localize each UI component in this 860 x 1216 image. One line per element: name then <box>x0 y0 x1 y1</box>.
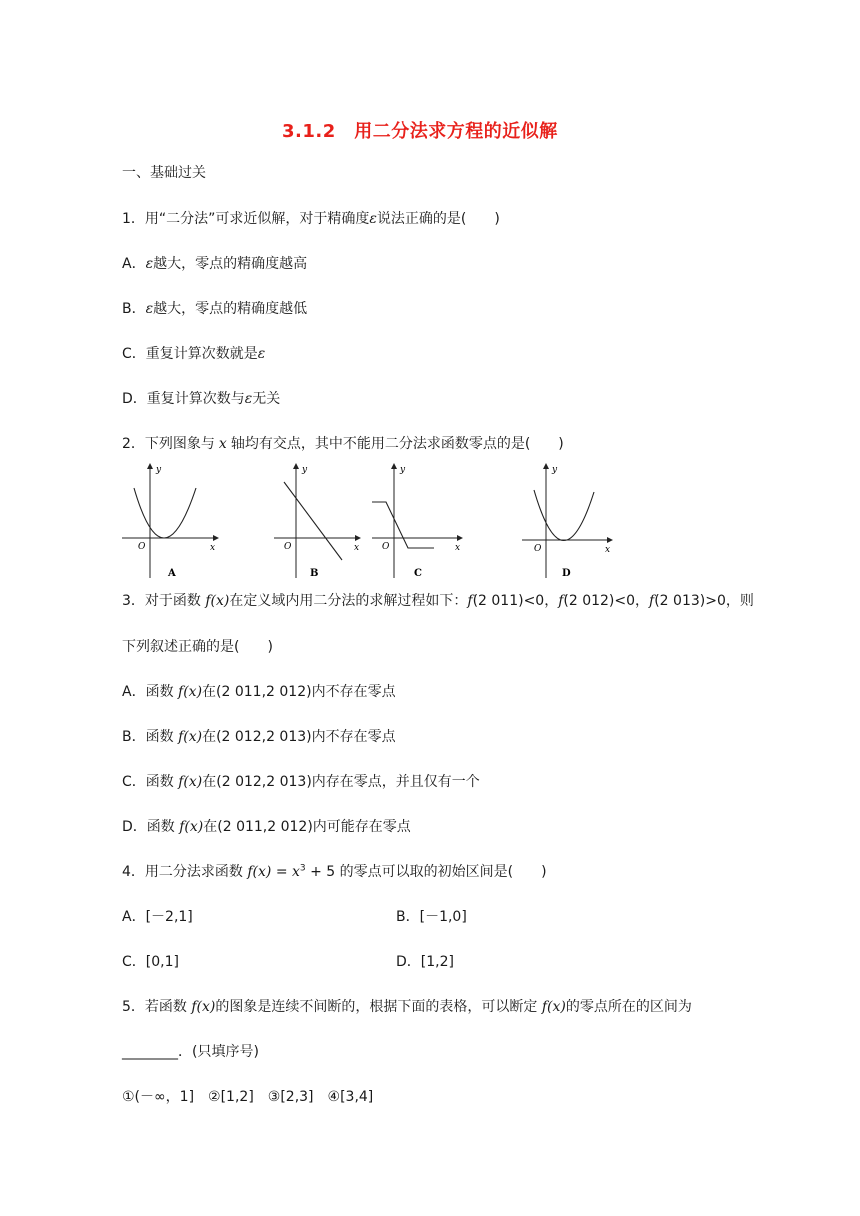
q1-b-text: 越大，零点的精确度越低 <box>153 301 308 317</box>
q3-option-b <box>122 728 396 746</box>
q1-a-label: A． <box>122 256 146 272</box>
y-label: y <box>400 465 406 475</box>
q1-b-label: B． <box>122 301 146 317</box>
question-3-stem <box>122 592 754 610</box>
q3-d-label: D．函数 <box>122 819 180 835</box>
q3-f3: f <box>649 593 655 609</box>
x-label: x <box>605 545 611 555</box>
graph-a <box>118 460 228 582</box>
q4-fx: f(x) <box>247 864 272 880</box>
q1-a-eps: ε <box>145 256 154 272</box>
q4-option-d: D．[1,2] <box>396 954 454 970</box>
q5-s2: 的图象是连续不间断的，根据下面的表格，可以断定 <box>215 999 542 1015</box>
q5-answer-blank: ________ <box>122 1044 178 1060</box>
q1-a-text: 越大，零点的精确度越高 <box>153 256 308 272</box>
q3-b-label: B．函数 <box>122 729 179 745</box>
q5-s1: 5．若函数 <box>122 999 192 1015</box>
q1-c-eps: ε <box>257 346 266 362</box>
q5-s4: ．(只填序号) <box>178 1044 259 1060</box>
q4-eq: = <box>271 864 293 880</box>
x-label: x <box>455 543 461 553</box>
q3-b-text: 在(2 012,2 013)内不存在零点 <box>202 729 396 745</box>
y-label: y <box>302 465 308 475</box>
y-label: y <box>156 465 162 475</box>
curve <box>534 490 594 541</box>
section-heading: 一、基础过关 <box>122 165 206 181</box>
q1-option-b <box>122 300 307 318</box>
question-4-stem <box>122 863 547 881</box>
q3-d-fx: f(x) <box>179 819 204 835</box>
q4-option-c: C．[0,1] <box>122 954 179 970</box>
q1-eps: ε <box>369 211 377 227</box>
q3-option-c <box>122 773 480 791</box>
q3-v2: (2 012)<0， <box>563 593 650 609</box>
origin-label: O <box>284 542 292 552</box>
q4-x: x <box>292 864 300 880</box>
q3-c-text: 在(2 012,2 013)内存在零点，并且仅有一个 <box>202 774 480 790</box>
x-label: x <box>354 543 360 553</box>
graph-c <box>368 460 468 582</box>
q1-option-a <box>122 255 307 273</box>
q3-d-text: 在(2 011,2 012)内可能存在零点 <box>203 819 411 835</box>
question-3-line2: 下列叙述正确的是( ) <box>122 639 273 655</box>
q1-stem-a: 1．用“二分法”可求近似解，对于精确度 <box>122 211 370 227</box>
q5-s3: 的零点所在的区间为 <box>565 999 692 1015</box>
q3-a-label: A．函数 <box>122 684 179 700</box>
curve <box>134 488 196 538</box>
graph-caption: C <box>414 568 422 579</box>
q4-s1: 4．用二分法求函数 <box>122 864 248 880</box>
origin-label: O <box>138 542 146 552</box>
graph-caption: B <box>310 568 319 579</box>
q3-v3: (2 013)>0，则 <box>654 593 754 609</box>
line <box>284 482 342 560</box>
q4-option-b: B．[－1,0] <box>396 909 467 925</box>
q3-v1: (2 011)<0， <box>472 593 559 609</box>
graph-caption: A <box>168 568 176 579</box>
q3-s1: 3．对于函数 <box>122 593 206 609</box>
q3-option-a <box>122 683 396 701</box>
question-5-stem <box>122 998 692 1016</box>
q1-option-c <box>122 345 265 363</box>
q4-exponent: 3 <box>299 863 306 874</box>
q4-s2: + 5 的零点可以取的初始区间是( ) <box>305 864 547 880</box>
q4-option-a: A．[－2,1] <box>122 909 193 925</box>
graph-d <box>518 460 618 582</box>
page-title: 3.1.2 用二分法求方程的近似解 <box>282 121 558 142</box>
q3-a-fx: f(x) <box>178 684 203 700</box>
q5-fx2: f(x) <box>541 999 566 1015</box>
q3-a-text: 在(2 011,2 012)内不存在零点 <box>202 684 396 700</box>
q3-option-d <box>122 818 411 836</box>
q1-stem-b: 说法正确的是( ) <box>376 211 500 227</box>
q1-b-eps: ε <box>145 301 154 317</box>
q1-d-eps: ε <box>244 391 253 407</box>
q3-b-fx: f(x) <box>178 729 203 745</box>
q3-f1: f <box>467 593 473 609</box>
q3-fx: f(x) <box>205 593 230 609</box>
origin-label: O <box>534 544 542 554</box>
y-label: y <box>552 465 558 475</box>
origin-label: O <box>382 542 390 552</box>
q3-f2: f <box>558 593 564 609</box>
q2-x: x <box>218 436 227 452</box>
q2-stem-a: 2．下列图象与 <box>122 436 215 452</box>
graph-b <box>270 460 370 582</box>
question-5-line2 <box>122 1043 259 1061</box>
q3-s2: 在定义域内用二分法的求解过程如下： <box>229 593 468 609</box>
x-label: x <box>210 543 216 553</box>
q1-d-tail: 无关 <box>252 391 281 407</box>
q3-c-label: C．函数 <box>122 774 179 790</box>
q1-c-text: C．重复计算次数就是 <box>122 346 258 362</box>
q5-options: ①(－∞，1] ②[1,2] ③[2,3] ④[3,4] <box>122 1089 374 1105</box>
q2-stem-b: 轴均有交点，其中不能用二分法求函数零点的是( ) <box>230 436 564 452</box>
graph-caption: D <box>562 568 571 579</box>
question-1-stem <box>122 210 500 228</box>
q1-option-d <box>122 390 280 408</box>
q5-fx: f(x) <box>191 999 216 1015</box>
q3-c-fx: f(x) <box>178 774 203 790</box>
q1-d-text: D．重复计算次数与 <box>122 391 245 407</box>
question-2-stem <box>122 435 564 453</box>
